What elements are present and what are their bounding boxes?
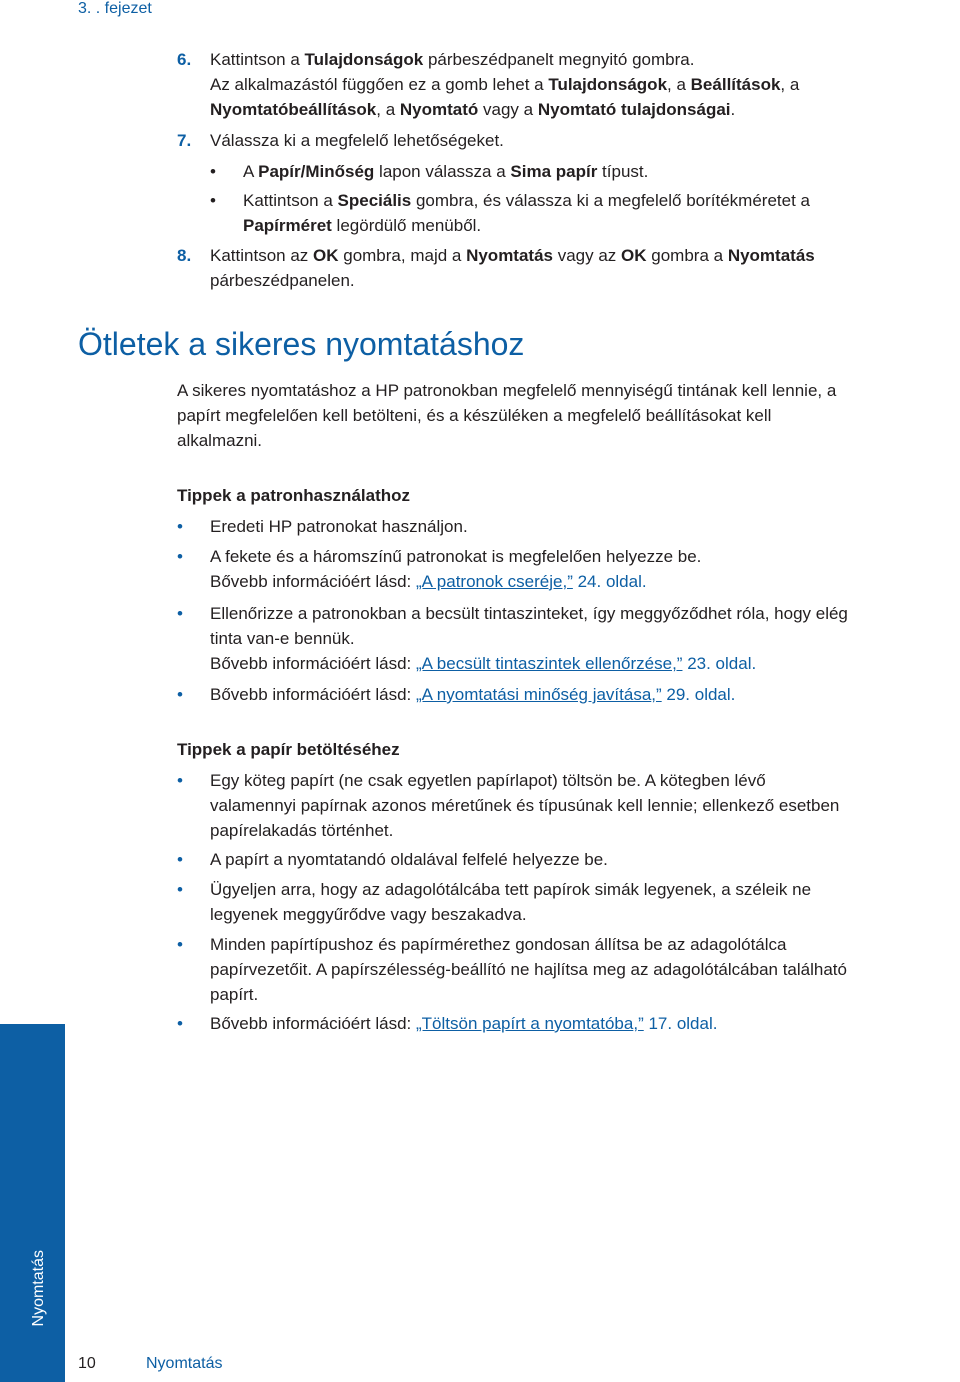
text-line bbox=[210, 847, 608, 872]
bullet-icon: • bbox=[177, 850, 183, 869]
text-run: valamennyi papírnak azonos méretűnek és típusúnak kell lennie; ellenkező esetben bbox=[210, 796, 840, 815]
cross-reference-link[interactable]: ,” bbox=[651, 685, 662, 704]
text-line bbox=[210, 128, 504, 153]
text-run: vagy az bbox=[553, 246, 622, 265]
bold-term: Nyomtató bbox=[399, 100, 479, 119]
text-run: Bővebb információért lásd: bbox=[210, 654, 416, 673]
substep-text bbox=[243, 188, 810, 238]
list-item-text bbox=[210, 847, 608, 872]
step-number: 8. bbox=[177, 246, 192, 265]
bullet-icon: • bbox=[177, 880, 183, 899]
text-line bbox=[210, 877, 811, 902]
list-item-text bbox=[210, 682, 735, 707]
page-reference[interactable]: 23. oldal. bbox=[682, 654, 757, 673]
list-item-text bbox=[210, 768, 839, 843]
text-line bbox=[210, 72, 799, 97]
list-item-text bbox=[210, 1011, 717, 1036]
bullet-icon: • bbox=[177, 547, 183, 566]
bold-term: Papír/Minőség bbox=[258, 162, 375, 181]
text-run: Bővebb információért lásd: bbox=[210, 685, 416, 704]
text-line bbox=[210, 651, 848, 676]
step-text bbox=[210, 243, 815, 293]
chapter-header: 3. . fejezet bbox=[78, 0, 152, 17]
bullet-icon: • bbox=[177, 935, 183, 954]
text-run: Bővebb információért lásd: bbox=[210, 572, 416, 591]
bold-term: Nyomtatás bbox=[466, 246, 553, 265]
list-item-text bbox=[210, 514, 468, 539]
cross-reference-link[interactable]: ,” bbox=[562, 572, 573, 591]
bold-term: Tulajdonságok bbox=[548, 75, 668, 94]
bold-term: Speciális bbox=[337, 191, 412, 210]
text-run: Ellenőrizze a patronokban a becsült tintaszinteket, így meggyőződhet róla, hogy elég bbox=[210, 604, 848, 623]
text-run: papírt. bbox=[210, 985, 259, 1004]
text-run: lapon válassza a bbox=[374, 162, 511, 181]
bold-term: Sima papír bbox=[510, 162, 598, 181]
text-run: Az alkalmazástól függően ez a gomb lehet a bbox=[210, 75, 549, 94]
text-run: Eredeti HP patronokat használjon. bbox=[210, 517, 468, 536]
text-run: Minden papírtípushoz és papírmérethez gondosan állítsa be az adagolótálca bbox=[210, 935, 787, 954]
list-item-text bbox=[210, 601, 848, 676]
text-run: papírvezetőit. A papírszélesség-beállító ne hajlítsa meg az adagolótálcában található bbox=[210, 960, 847, 979]
step-number: 6. bbox=[177, 50, 192, 69]
bullet-icon: • bbox=[177, 685, 183, 704]
bullet-icon: • bbox=[177, 771, 183, 790]
text-run: Ügyeljen arra, hogy az adagolótálcába tett papírok simák legyenek, a széleik ne bbox=[210, 880, 812, 899]
page-reference[interactable]: 24. oldal. bbox=[572, 572, 647, 591]
text-line bbox=[210, 601, 848, 626]
text-run: Kattintson a bbox=[243, 191, 338, 210]
bullet-icon: • bbox=[177, 1014, 183, 1033]
text-line bbox=[210, 682, 735, 707]
text-line bbox=[243, 188, 810, 213]
text-line bbox=[210, 982, 847, 1007]
text-run: Kattintson a bbox=[210, 50, 305, 69]
cross-reference-link[interactable]: „A patronok cseréje bbox=[416, 572, 563, 591]
text-run: , a bbox=[376, 100, 400, 119]
bullet-icon: • bbox=[177, 517, 183, 536]
page-reference[interactable]: 17. oldal. bbox=[643, 1014, 718, 1033]
bullet-icon: • bbox=[210, 191, 216, 210]
text-line bbox=[243, 213, 810, 238]
text-line bbox=[210, 569, 701, 594]
list-item-text bbox=[210, 877, 811, 927]
cross-reference-link[interactable]: „A nyomtatási minőség javítása bbox=[416, 685, 652, 704]
text-run: papírelakadás történhet. bbox=[210, 821, 394, 840]
footer-section-name: Nyomtatás bbox=[146, 1355, 223, 1372]
list-item-text bbox=[210, 544, 701, 594]
cross-reference-link[interactable]: „Töltsön papírt a nyomtatóba bbox=[416, 1014, 634, 1033]
text-run: Kattintson az bbox=[210, 246, 314, 265]
step-text bbox=[210, 128, 504, 153]
text-line bbox=[210, 1011, 717, 1036]
bold-term: Nyomtatás bbox=[727, 246, 815, 265]
text-line bbox=[210, 793, 839, 818]
text-line bbox=[210, 544, 701, 569]
cross-reference-link[interactable]: „A becsült tintaszintek ellenőrzése,” bbox=[416, 654, 683, 673]
bold-term: Nyomtatóbeállítások bbox=[210, 100, 377, 119]
step-text bbox=[210, 47, 799, 122]
step-number: 7. bbox=[177, 131, 192, 150]
text-run: párbeszédpanelen. bbox=[210, 271, 355, 290]
text-line bbox=[210, 243, 815, 268]
text-run: típust. bbox=[597, 162, 649, 181]
page-reference[interactable]: 29. oldal. bbox=[661, 685, 736, 704]
tips-paper-heading: Tippek a papír betöltéséhez bbox=[177, 740, 400, 759]
text-line bbox=[210, 957, 847, 982]
section-title: Ötletek a sikeres nyomtatáshoz bbox=[78, 326, 525, 362]
text-run: legördülő menüből. bbox=[331, 216, 482, 235]
text-run: vagy a bbox=[478, 100, 538, 119]
text-run: A bbox=[243, 162, 259, 181]
text-run: gombra a bbox=[646, 246, 728, 265]
text-line bbox=[210, 768, 839, 793]
bold-term: OK bbox=[313, 246, 339, 265]
text-line bbox=[210, 902, 811, 927]
tips-cartridge-heading: Tippek a patronhasználathoz bbox=[177, 486, 411, 505]
text-run: gombra, majd a bbox=[338, 246, 467, 265]
text-line bbox=[210, 626, 848, 651]
cross-reference-link[interactable]: ,” bbox=[633, 1014, 644, 1033]
text-run: Válassza ki a megfelelő lehetőségeket. bbox=[210, 131, 504, 150]
bold-term: Nyomtató tulajdonságai bbox=[537, 100, 731, 119]
text-line: papírt megfelelően kell betölteni, és a készüléken a megfelelő beállításokat kell bbox=[177, 406, 772, 425]
bold-term: OK bbox=[621, 246, 647, 265]
chapter-side-tab bbox=[0, 1024, 65, 1382]
text-run: , a bbox=[667, 75, 691, 94]
text-line bbox=[210, 97, 799, 122]
section-intro bbox=[177, 378, 836, 453]
text-line: A sikeres nyomtatáshoz a HP patronokban megfelelő mennyiségű tintának kell lennie, a bbox=[177, 381, 837, 400]
text-line: alkalmazni. bbox=[177, 431, 263, 450]
list-item-text bbox=[210, 932, 847, 1007]
text-run: . bbox=[730, 100, 736, 119]
text-line bbox=[210, 932, 847, 957]
text-line bbox=[210, 514, 468, 539]
text-run: párbeszédpanelt megnyitó gombra. bbox=[423, 50, 695, 69]
text-line bbox=[210, 47, 799, 72]
page-number: 10 bbox=[78, 1355, 96, 1372]
text-run: tinta van-e bennük. bbox=[210, 629, 355, 648]
bold-term: Tulajdonságok bbox=[304, 50, 424, 69]
bold-term: Papírméret bbox=[243, 216, 332, 235]
text-run: A papírt a nyomtatandó oldalával felfelé helyezze be. bbox=[210, 850, 608, 869]
bold-term: Beállítások bbox=[690, 75, 781, 94]
text-run: gombra, és válassza ki a megfelelő borítékméretet a bbox=[411, 191, 810, 210]
text-line bbox=[210, 268, 815, 293]
substep-text bbox=[243, 159, 648, 184]
text-run: legyenek meggyűrődve vagy beszakadva. bbox=[210, 905, 527, 924]
text-line bbox=[243, 159, 648, 184]
text-line bbox=[210, 818, 839, 843]
text-run: Bővebb információért lásd: bbox=[210, 1014, 416, 1033]
text-run: , a bbox=[780, 75, 800, 94]
bullet-icon: • bbox=[177, 604, 183, 623]
text-run: Egy köteg papírt (ne csak egyetlen papírlapot) töltsön be. A kötegben lévő bbox=[210, 771, 766, 790]
side-tab-label: Nyomtatás bbox=[30, 1250, 47, 1327]
text-run: A fekete és a háromszínű patronokat is megfelelően helyezze be. bbox=[210, 547, 702, 566]
bullet-icon: • bbox=[210, 162, 216, 181]
